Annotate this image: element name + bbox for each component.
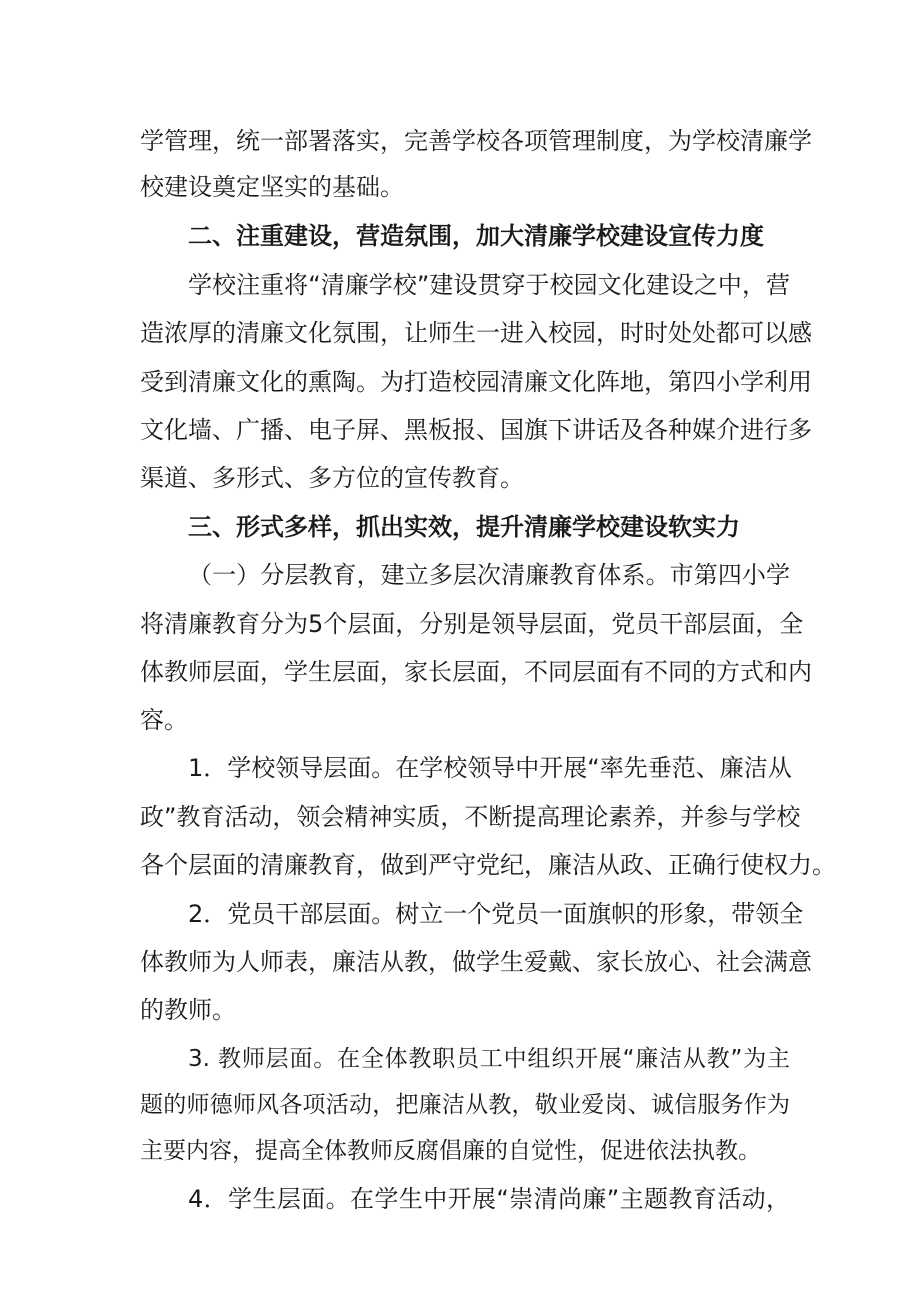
paragraph-line: 受到清廉文化的熏陶。为打造校园清廉文化阵地，第四小学利用 xyxy=(140,368,812,396)
paragraph-line: 体教师层面，学生层面，家长层面，不同层面有不同的方式和内 xyxy=(140,658,812,686)
paragraph-line: 题的师德师风各项活动，把廉洁从教，敬业爱岗、诚信服务作为 xyxy=(140,1092,790,1118)
paragraph-line: 各个层面的清廉教育，做到严守党纪，廉洁从政、正确行使权力。 xyxy=(140,851,836,879)
paragraph-line: 文化墙、广播、电子屏、黑板报、国旗下讲话及各种媒介进行多 xyxy=(140,416,812,444)
paragraph-line: 体教师为人师表，廉洁从教，做学生爱戴、家长放心、社会满意 xyxy=(140,948,812,976)
paragraph-line: 将清廉教育分为5个层面，分别是领导层面，党员干部层面，全 xyxy=(140,610,804,638)
paragraph-line: （一）分层教育，建立多层次清廉教育体系。市第四小学 xyxy=(188,561,790,589)
paragraph-line: 1．学校领导层面。在学校领导中开展“率先垂范、廉洁从 xyxy=(188,754,792,782)
paragraph-line: 2．党员干部层面。树立一个党员一面旗帜的形象，带领全 xyxy=(188,900,804,928)
paragraph-line: 主要内容，提高全体教师反腐倡廉的自觉性，促进依法执教。 xyxy=(140,1138,761,1164)
paragraph-line: 造浓厚的清廉文化氛围，让师生一进入校园，时时处处都可以感 xyxy=(140,319,812,347)
paragraph-line: 政”教育活动，领会精神实质，不断提高理论素养，并参与学校 xyxy=(140,803,801,831)
section-heading: 三、形式多样，抓出实效，提升清廉学校建设软实力 xyxy=(188,513,740,541)
section-heading: 二、注重建设，营造氛围，加大清廉学校建设宣传力度 xyxy=(188,222,764,250)
paragraph-line: 学管理，统一部署落实，完善学校各项管理制度，为学校清廉学 xyxy=(140,127,812,155)
paragraph-line: 的教师。 xyxy=(140,996,236,1024)
paragraph-line: 校建设奠定坚实的基础。 xyxy=(140,173,404,201)
paragraph-line: 容。 xyxy=(140,706,188,734)
paragraph-line: 4．学生层面。在学生中开展“崇清尚廉”主题教育活动， xyxy=(188,1185,790,1213)
paragraph-line: 学校注重将“清廉学校”建设贯穿于校园文化建设之中，营 xyxy=(188,271,790,299)
paragraph-line: 渠道、多形式、多方位的宣传教育。 xyxy=(140,464,524,492)
paragraph-line: 3. 教师层面。在全体教职员工中组织开展“廉洁从教”为主 xyxy=(188,1046,790,1072)
